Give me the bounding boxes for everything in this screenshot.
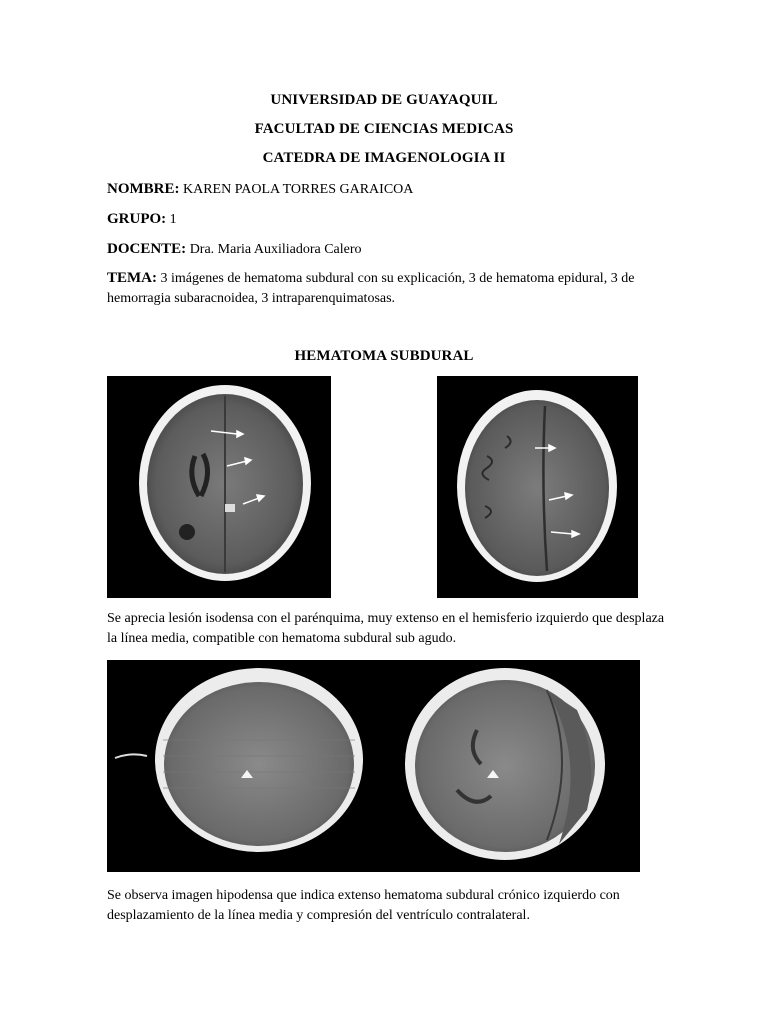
docente-value: Dra. Maria Auxiliadora Calero	[189, 242, 362, 257]
ct-scan-icon	[107, 660, 640, 872]
ct-image-subacute-1	[107, 376, 331, 598]
chair-heading: CATEDRA DE IMAGENOLOGIA II	[262, 150, 506, 166]
tema-value: 3 imágenes de hematoma subdural con su explicación, 3 de hematoma epidural, 3 de hemorragia subaracnoidea, 3 intraparenquimatosas.	[107, 271, 635, 306]
ct-image-chronic-pair	[107, 660, 640, 872]
faculty-heading: FACULTAD DE CIENCIAS MEDICAS	[254, 121, 514, 137]
ct-scan-icon	[437, 376, 638, 598]
docente-label: DOCENTE:	[107, 241, 187, 257]
tema-field	[107, 268, 667, 309]
section-title: HEMATOMA SUBDURAL	[294, 348, 474, 364]
docente-field	[107, 239, 667, 260]
ct-scan-icon	[107, 376, 331, 598]
tema-label: TEMA:	[107, 270, 157, 286]
caption-first: Se aprecia lesión isodensa con el parénquima, muy extenso en el hemisferio izquierdo que desplaza la línea media, compatible con hematoma subdural sub agudo.	[107, 611, 665, 646]
grupo-value: 1	[169, 212, 177, 227]
caption-second: Se observa imagen hipodensa que indica extenso hematoma subdural crónico izquierdo con desplazamiento de la línea media y compresión del ventrículo contralateral.	[107, 888, 620, 923]
ct-image-subacute-2	[437, 376, 638, 598]
nombre-label: NOMBRE:	[107, 181, 180, 197]
grupo-field	[107, 209, 667, 230]
university-heading: UNIVERSIDAD DE GUAYAQUIL	[270, 92, 498, 108]
grupo-label: GRUPO:	[107, 211, 167, 227]
nombre-value: KAREN PAOLA TORRES GARAICOA	[183, 182, 414, 197]
nombre-field	[107, 179, 667, 200]
